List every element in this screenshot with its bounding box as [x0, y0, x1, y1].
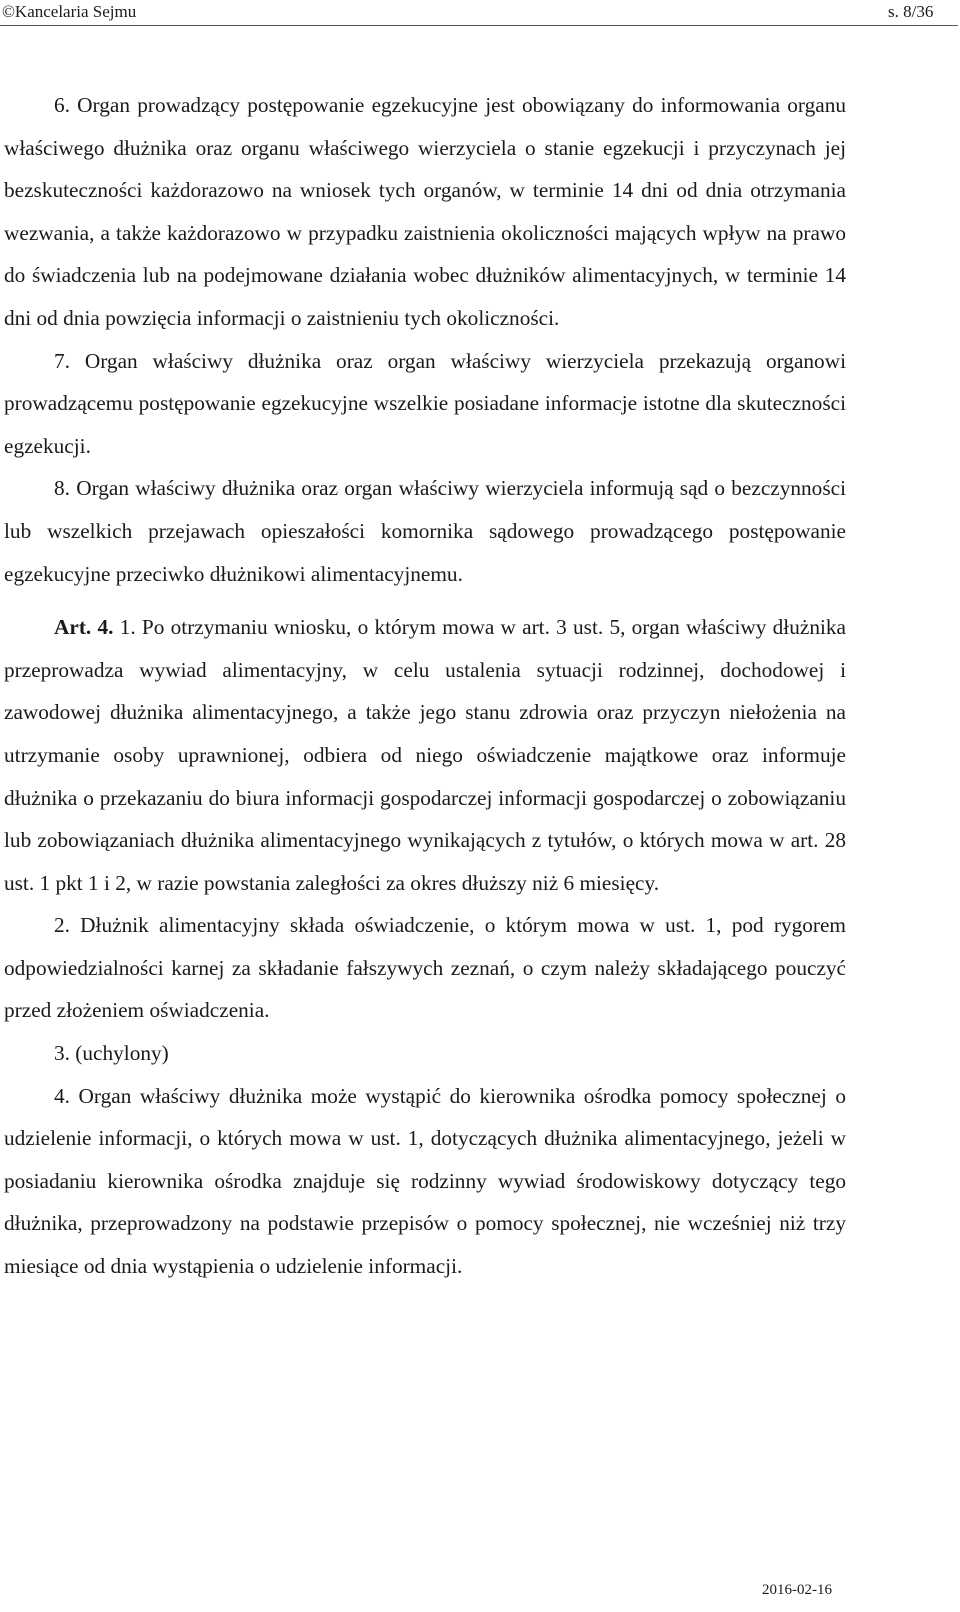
article-4-paragraph-4: 4. Organ właściwy dłużnika może wystąpić do kierownika ośrodka pomocy społecznej o udzielenie informacji, o których mowa w ust. 1, dotyczących dłużnika alimentacyjnego, jeżeli w posiadaniu kierownika ośrodka znajduje się rodzinny wywiad środowiskowy dotyczący tego dłużnika, przeprowadzony na podstawie przepisów o pomocy społecznej, nie wcześniej niż trzy miesiące od dnia wystąpienia o udzielenie informacji. — [4, 1083, 846, 1279]
article-4-paragraph-1-text: 1. Po otrzymaniu wniosku, o którym mowa w art. 3 ust. 5, organ właściwy dłużnika przeprowadza wywiad alimentacyjny, w celu ustalenia sytuacji rodzinnej, dochodowej i zawodowej dłużnika alimentacyjnego, a także jego stanu zdrowia oraz przyczyn niełożenia na utrzymanie osoby uprawnionej, odbiera od niego oświadczenie majątkowe oraz informuje dłużnika o przekazaniu do biura informacji gospodarczej informacji gospodarczej o zobowiązaniu lub zobowiązaniach dłużnika alimentacyjnego wynikających z tytułów, o których mowa w art. 28 ust. 1 pkt 1 i 2, w razie powstania zaległości za okres dłuższy niż 6 miesięcy. — [4, 615, 846, 895]
page-header — [0, 0, 960, 26]
document-body — [4, 84, 846, 1288]
article-4-paragraph-3: 3. (uchylony) — [54, 1041, 169, 1066]
header-source: ©Kancelaria Sejmu — [2, 2, 137, 21]
header-page-number: s. 8/36 — [888, 2, 934, 21]
article-4-paragraph-1 — [4, 606, 846, 904]
article-4-paragraph-2: 2. Dłużnik alimentacyjny składa oświadczenie, o którym mowa w ust. 1, pod rygorem odpowiedzialności karnej za składanie fałszywych zeznań, o czym należy składającego pouczyć przed złożeniem oświadczenia. — [4, 913, 846, 1023]
spacer — [4, 595, 846, 606]
paragraph-8: 8. Organ właściwy dłużnika oraz organ właściwy wierzyciela informują sąd o bezczynności lub wszelkich przejawach opieszałości komornika sądowego prowadzącego postępowanie egzekucyjne przeciwko dłużnikowi alimentacyjnemu. — [4, 476, 846, 586]
paragraph-7: 7. Organ właściwy dłużnika oraz organ właściwy wierzyciela przekazują organowi prowadzącemu postępowanie egzekucyjne wszelkie posiadane informacje istotne dla skuteczności egzekucji. — [4, 348, 846, 458]
article-4-label: Art. 4. — [54, 615, 114, 640]
header-divider — [0, 25, 958, 26]
footer-date: 2016-02-16 — [762, 1582, 832, 1598]
paragraph-6: 6. Organ prowadzący postępowanie egzekucyjne jest obowiązany do informowania organu właściwego dłużnika oraz organu właściwego wierzyciela o stanie egzekucji i przyczynach jej bezskuteczności każdorazowo na wniosek tych organów, w terminie 14 dni od dnia otrzymania wezwania, a także każdorazowo w przypadku zaistnienia okoliczności mających wpływ na prawo do świadczenia lub na podejmowane działania wobec dłużników alimentacyjnych, w terminie 14 dni od dnia powzięcia informacji o zaistnieniu tych okoliczności. — [4, 93, 846, 330]
